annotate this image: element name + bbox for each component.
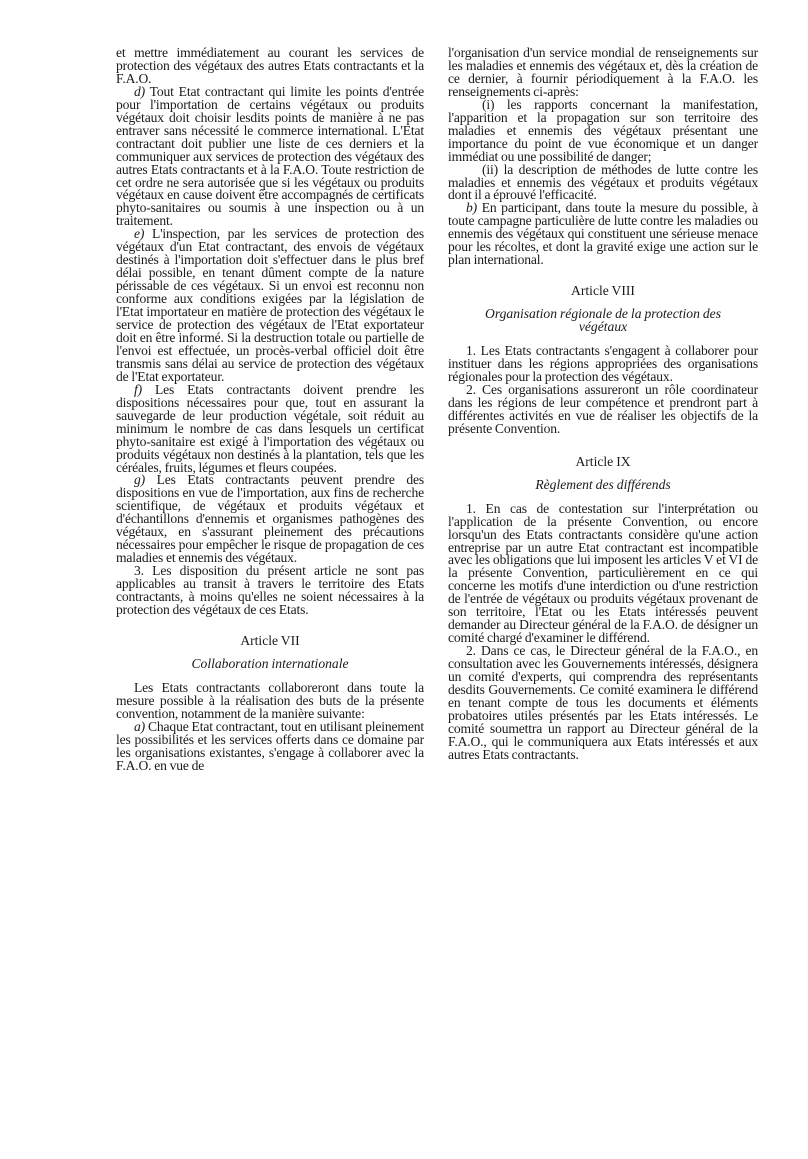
paragraph-g <box>116 474 424 565</box>
paragraph-f <box>116 381 424 475</box>
sub-item-i: (i) les rapports concernant la manifestation, l'apparition et la propagation sur son territoire des maladies et ennemis des végétaux présentant une importance du point de vue économique et un danger immédiat ou une possibilité de danger; <box>448 96 758 164</box>
article-vii-item-a <box>116 718 424 773</box>
paragraph-f-text: Les Etats contractants doivent prendre les dispositions nécessaires pour que, tout en assurant la sauvegarde de leur production végétale, soit réduit au minimum le nombre de cas dans lesquels un certificat phyto-sanitaire est exigé à l'importation des végétaux ou produits végétaux non destinés à la plantation, tels que les céréales, fruits, légumes et fleurs coupées. <box>116 381 424 475</box>
left-column <box>116 47 424 773</box>
article-vii-intro: Les Etats contractants collaboreront dans toute la mesure possible à la réalisation des buts de la présente convention, notamment de la manière suivante: <box>116 679 424 721</box>
paragraph-d-text: Tout Etat contractant qui limite les points d'entrée pour l'importation de certains végétaux ou produits végétaux doit choisir lesdits points de manière à ne pas entraver sans nécessité le commerce international. L'Etat contractant doit publier une liste de ces derniers et la communiquer aux services de protection des végétaux des autres Etats contractants et à la F.A.O. Toute restriction de cet ordre ne sera autorisée que si les végétaux ou produits végétaux en cause doivent être accompagnés de certificats phyto-sanitaires ou soumis à une inspection ou à un traitement. <box>116 83 424 229</box>
article-ix-title: Article IX <box>575 453 631 469</box>
paragraph-d <box>116 83 424 229</box>
paragraph-b <box>448 202 758 267</box>
article-vii-subtitle: Collaboration internationale <box>191 655 349 671</box>
paragraph-e-text: L'inspection, par les services de protection des végétaux d'un Etat contractant, des envois de végétaux destinés à l'importation doit s'effectuer dans le plus bref délai possible, en tenant dûment compte de la nature périssable de ces végétaux. Si un envoi est reconnu non conforme aux conditions exigées par la législation de l'Etat importateur en matière de protection des végétaux le service de protection des végétaux de l'Etat exportateur doit en être informé. Si la destruction totale ou partielle de l'envoi est effectuée, un procès-verbal officiel doit être transmis sans délai au service de protection des végétaux de l'Etat exportateur. <box>116 226 424 384</box>
item-label-b: b) <box>466 200 478 216</box>
item-label-a: a) <box>134 718 146 734</box>
article-viii-title: Article VIII <box>571 283 635 299</box>
paragraph-continuation: et mettre immédiatement au courant les services de protection des végétaux des autres Etats contractants et la F.A.O. <box>116 45 424 86</box>
paragraph-g-text: Les Etats contractants peuvent prendre des dispositions en vue de l'importation, aux fins de recherche scientifique, de végétaux et produits végétaux et d'échantillons d'ennemis et organismes pathogènes des végétaux, en s'assurant pleinement des précautions nécessaires pour empêcher le risque de propagation de ces maladies et ennemis des végétaux. <box>116 472 424 566</box>
article-viii-paragraph-1: 1. Les Etats contractants s'engagent à collaborer pour instituer dans les régions appropriées des organisations régionales pour la protection des végétaux. <box>448 343 758 384</box>
sub-item-ii: (ii) la description de méthodes de lutte contre les maladies et ennemis des végétaux et produits végétaux dont il a éprouvé l'efficacité. <box>448 161 758 203</box>
article-ix-paragraph-2: 2. Dans ce cas, le Directeur général de la F.A.O., en consultation avec les Gouvernements intéressés, désignera un comité d'experts, qui comprendra des représentants desdits Gouvernements. Ce comité examinera le différend en tenant compte de tous les documents et éléments probatoires utiles présentés par les Etats intéressés. Le comité soumettra un rapport au Directeur général de la F.A.O., qui le communiquera aux Etats intéressés et aux autres Etats contractants. <box>448 643 758 762</box>
article-vii-title: Article VII <box>240 632 300 648</box>
right-column <box>448 47 758 762</box>
paragraph-3: 3. Les disposition du présent article ne sont pas applicables au transit à travers le territoire des Etats contractants, à moins qu'elles ne soient nécessaires à la protection des végétaux de ces Etats. <box>116 563 424 617</box>
paragraph-continuation: l'organisation d'un service mondial de renseignements sur les maladies et ennemis des végétaux et, dès la création de ce dernier, à fournir périodiquement à la F.A.O. les renseignements ci-après: <box>448 45 758 99</box>
item-label-g: g) <box>134 472 146 488</box>
item-label-f: f) <box>134 381 143 397</box>
paragraph-e <box>116 228 424 383</box>
article-viii-subtitle: Organisation régionale de la protection des végétaux <box>485 306 721 335</box>
article-vii-item-a-text: Chaque Etat contractant, tout en utilisant pleinement les possibilités et les services offerts dans ce domaine par les organisations existantes, s'engage à collaborer avec la F.A.O. en vue de <box>116 718 424 773</box>
paragraph-b-text: En participant, dans toute la mesure du possible, à toute campagne particulière de lutte contre les maladies ou ennemis des végétaux qui constituent une sérieuse menace pour les récoltes, et dont la gravité exige une action sur le plan international. <box>448 200 758 268</box>
item-label-d: d) <box>134 83 146 99</box>
article-ix-subtitle: Règlement des différends <box>535 476 671 492</box>
article-viii-paragraph-2: 2. Ces organisations assureront un rôle coordinateur dans les régions de leur compétence et prendront part à différentes activités en vue de réaliser les objectifs de la présente Convention. <box>448 381 758 436</box>
article-ix-paragraph-1: 1. En cas de contestation sur l'interprétation ou l'application de la présente Convention, ou encore lorsqu'un des Etats contractants considère qu'une action entreprise par un autre Etat contractant est incompatible avec les obligations que lui imposent les articles V et VI de la présente Convention, particulièrement en ce qui concerne les motifs d'une interdiction ou d'une restriction de l'entrée de végétaux ou produits végétaux provenant de son territoire, l'Etat ou les Etats intéressés peuvent demander au Directeur général de la F.A.O. de désigner un comité chargé d'examiner le différend. <box>448 500 758 646</box>
item-label-e: e) <box>134 226 145 242</box>
